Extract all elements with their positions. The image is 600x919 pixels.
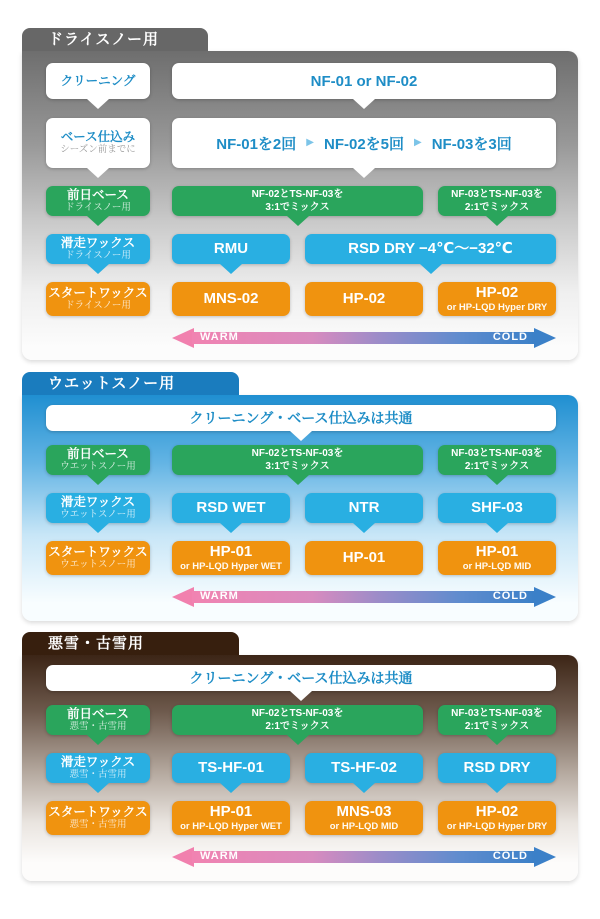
label-glide-wax	[46, 753, 150, 783]
box-mix-right	[438, 445, 556, 475]
down-pointer-icon	[353, 168, 375, 178]
row-start-wax	[46, 801, 556, 835]
label-subtext: シーズン前までに	[60, 144, 136, 156]
box-glide-product	[305, 493, 423, 523]
label-text: 前日ベース	[67, 188, 129, 203]
box-glide-product	[172, 234, 290, 264]
label-text: クリーニング	[60, 73, 136, 88]
box-common-note	[46, 405, 556, 431]
product-subtext: or HP-LQD Hyper WET	[180, 820, 282, 832]
label-subtext: 悪雪・古雪用	[69, 721, 127, 733]
label-col	[46, 118, 150, 168]
down-pointer-icon	[290, 431, 312, 441]
product-subtext: or HP-LQD Hyper DRY	[446, 301, 548, 313]
cold-arrowhead-icon	[534, 328, 556, 348]
product-subtext: or HP-LQD MID	[329, 820, 399, 832]
section-old-tab	[22, 632, 239, 655]
cold-arrowhead-icon	[534, 847, 556, 867]
down-pointer-icon	[220, 783, 242, 793]
mix-line: NF-03とTS-NF-03を	[451, 708, 543, 719]
section-wet-tab	[22, 372, 239, 395]
mix-line: 3:1でミックス	[265, 202, 330, 213]
down-pointer-icon	[220, 523, 242, 533]
temperature-gradient-bar	[192, 332, 536, 344]
label-text: スタートワックス	[48, 545, 148, 560]
temperature-gradient-bar	[192, 591, 536, 603]
box-cleaning-product	[172, 63, 556, 99]
label-prev-day-base	[46, 445, 150, 475]
product-text: NF-01 or NF-02	[310, 72, 418, 90]
label-text: スタートワックス	[48, 286, 148, 301]
product-text: NTR	[348, 498, 380, 516]
warm-cold-scale	[172, 847, 556, 867]
section-title: 悪雪・古雪用	[48, 635, 145, 652]
product-text: RSD DRY	[463, 758, 531, 776]
product-subtext: or HP-LQD Hyper DRY	[446, 820, 548, 832]
down-pointer-icon	[287, 735, 309, 745]
row-prev-day-base	[46, 186, 556, 216]
label-glide-wax	[46, 234, 150, 264]
down-pointer-icon	[486, 475, 508, 485]
box-mix-main	[172, 705, 423, 735]
common-note-text: クリーニング・ベース仕込みは共通	[189, 410, 413, 426]
mix-line: 2:1でミックス	[464, 461, 530, 472]
content-col	[172, 753, 556, 783]
box-glide-product	[305, 753, 423, 783]
label-subtext: ウエットスノー用	[60, 509, 136, 521]
warm-arrowhead-icon	[172, 328, 194, 348]
down-pointer-icon	[353, 783, 375, 793]
row-glide-wax	[46, 234, 556, 264]
row-base-prep	[46, 118, 556, 168]
product-text: HP-02	[342, 289, 386, 307]
down-pointer-icon	[87, 99, 109, 109]
section-old-body	[22, 655, 578, 881]
down-pointer-icon	[87, 475, 109, 485]
box-start-product	[438, 801, 556, 835]
row-glide-wax	[46, 493, 556, 523]
row-start-wax	[46, 282, 556, 316]
box-glide-product	[305, 234, 556, 264]
product-subtext: or HP-LQD Hyper WET	[180, 560, 282, 572]
box-start-product	[172, 282, 290, 316]
label-start-wax	[46, 801, 150, 835]
base-steps	[216, 133, 512, 154]
box-start-product	[305, 541, 423, 575]
label-subtext: ドライスノー用	[65, 202, 131, 214]
box-mix-right	[438, 186, 556, 216]
arrow-right-icon: ▶	[306, 137, 314, 148]
warm-arrowhead-icon	[172, 847, 194, 867]
label-start-wax	[46, 541, 150, 575]
label-cleaning	[46, 63, 150, 99]
common-note-text: クリーニング・ベース仕込みは共通	[189, 670, 413, 686]
label-text: スタートワックス	[48, 805, 148, 820]
mix-line: NF-03とTS-NF-03を	[451, 448, 543, 459]
label-col	[46, 282, 150, 316]
warm-label: WARM	[200, 590, 239, 602]
down-pointer-icon	[87, 523, 109, 533]
product-text: TS-HF-01	[198, 758, 264, 776]
content-col	[172, 186, 556, 216]
box-start-product	[172, 801, 290, 835]
content-col	[172, 234, 556, 264]
section-title: ドライスノー用	[48, 31, 159, 48]
label-text: 前日ベース	[67, 707, 129, 722]
down-pointer-icon	[87, 168, 109, 178]
label-text: ベース仕込み	[60, 130, 136, 145]
warm-cold-scale	[172, 587, 556, 607]
mix-line: 2:1でミックス	[265, 721, 330, 732]
row-common-note	[46, 405, 556, 431]
section-title: ウエットスノー用	[48, 375, 176, 392]
label-prev-day-base	[46, 186, 150, 216]
box-mix-main	[172, 445, 423, 475]
down-pointer-icon	[87, 783, 109, 793]
product-text: MNS-03	[336, 803, 392, 821]
label-subtext: ウエットスノー用	[60, 461, 136, 473]
row-prev-day-base	[46, 445, 556, 475]
content-col	[172, 282, 556, 316]
label-glide-wax	[46, 493, 150, 523]
mix-line: 2:1でミックス	[464, 202, 530, 213]
product-text: RSD WET	[196, 498, 266, 516]
down-pointer-icon	[87, 216, 109, 226]
row-cleaning	[46, 63, 556, 99]
product-text: TS-HF-02	[331, 758, 397, 776]
content-col	[172, 541, 556, 575]
label-subtext: ドライスノー用	[65, 250, 131, 262]
section-wet-snow	[22, 372, 578, 621]
down-pointer-icon	[220, 264, 242, 274]
label-text: 滑走ワックス	[60, 495, 136, 510]
wax-chart-page	[0, 28, 600, 919]
product-text: HP-02	[475, 284, 519, 302]
down-pointer-icon	[353, 523, 375, 533]
product-text: HP-01	[342, 548, 386, 566]
label-col	[46, 186, 150, 216]
label-col	[46, 234, 150, 264]
mix-line: NF-02とTS-NF-03を	[251, 448, 344, 459]
step-text: NF-02を5回	[323, 135, 405, 153]
down-pointer-icon	[290, 691, 312, 701]
down-pointer-icon	[420, 264, 442, 274]
label-text: 滑走ワックス	[60, 755, 136, 770]
label-col	[46, 705, 150, 735]
step-text: NF-01を2回	[216, 135, 297, 153]
mix-line: 2:1でミックス	[464, 721, 530, 732]
cold-label: COLD	[492, 331, 528, 343]
section-dry-tab	[22, 28, 208, 51]
down-pointer-icon	[486, 735, 508, 745]
down-pointer-icon	[287, 216, 309, 226]
cold-label: COLD	[492, 590, 528, 602]
label-start-wax	[46, 282, 150, 316]
content-col	[172, 118, 556, 168]
content-col	[172, 63, 556, 99]
down-pointer-icon	[486, 783, 508, 793]
row-prev-day-base	[46, 705, 556, 735]
section-dry-snow	[22, 28, 578, 360]
box-start-product	[172, 541, 290, 575]
label-subtext: 悪雪・古雪用	[69, 819, 127, 831]
mix-line: 3:1でミックス	[265, 461, 330, 472]
product-text: HP-01	[209, 543, 253, 561]
label-subtext: ドライスノー用	[65, 300, 131, 312]
mix-line: NF-03とTS-NF-03を	[451, 189, 543, 200]
box-start-product	[305, 282, 423, 316]
product-text: HP-02	[475, 803, 519, 821]
box-common-note	[46, 665, 556, 691]
box-start-product	[305, 801, 423, 835]
down-pointer-icon	[87, 735, 109, 745]
row-common-note	[46, 665, 556, 691]
down-pointer-icon	[486, 216, 508, 226]
label-subtext: ウエットスノー用	[60, 559, 136, 571]
down-pointer-icon	[486, 523, 508, 533]
temperature-gradient-bar	[192, 851, 536, 863]
section-old-snow	[22, 632, 578, 881]
warm-label: WARM	[200, 331, 239, 343]
label-col	[46, 753, 150, 783]
content-col	[172, 493, 556, 523]
box-mix-right	[438, 705, 556, 735]
product-text: HP-01	[209, 803, 253, 821]
row-glide-wax	[46, 753, 556, 783]
box-start-product	[438, 282, 556, 316]
cold-label: COLD	[492, 850, 528, 862]
label-text: 滑走ワックス	[60, 236, 136, 251]
content-col	[172, 705, 556, 735]
mix-line: NF-02とTS-NF-03を	[251, 189, 344, 200]
down-pointer-icon	[353, 99, 375, 109]
arrow-right-icon: ▶	[414, 137, 422, 148]
section-wet-body	[22, 395, 578, 621]
label-subtext: 悪雪・古雪用	[69, 769, 127, 781]
box-glide-product	[438, 493, 556, 523]
label-col	[46, 63, 150, 99]
label-col	[46, 541, 150, 575]
box-glide-product	[438, 753, 556, 783]
box-mix-main	[172, 186, 423, 216]
product-text: RMU	[213, 239, 249, 257]
label-col	[46, 801, 150, 835]
box-glide-product	[172, 493, 290, 523]
section-dry-body	[22, 51, 578, 360]
product-text: SHF-03	[471, 498, 523, 516]
box-start-product	[438, 541, 556, 575]
box-glide-product	[172, 753, 290, 783]
label-col	[46, 445, 150, 475]
label-prev-day-base	[46, 705, 150, 735]
label-base-prep	[46, 118, 150, 168]
product-text: RSD DRY −4℃～−32℃	[348, 239, 513, 257]
product-text: HP-01	[475, 543, 519, 561]
mix-line: NF-02とTS-NF-03を	[251, 708, 344, 719]
down-pointer-icon	[87, 264, 109, 274]
product-text: MNS-02	[203, 289, 259, 307]
product-subtext: or HP-LQD MID	[462, 560, 532, 572]
row-start-wax	[46, 541, 556, 575]
warm-arrowhead-icon	[172, 587, 194, 607]
content-col	[172, 801, 556, 835]
content-col	[172, 445, 556, 475]
cold-arrowhead-icon	[534, 587, 556, 607]
warm-label: WARM	[200, 850, 239, 862]
label-col	[46, 493, 150, 523]
down-pointer-icon	[287, 475, 309, 485]
box-base-steps	[172, 118, 556, 168]
label-text: 前日ベース	[67, 447, 129, 462]
step-text: NF-03を3回	[431, 135, 512, 153]
warm-cold-scale	[172, 328, 556, 348]
